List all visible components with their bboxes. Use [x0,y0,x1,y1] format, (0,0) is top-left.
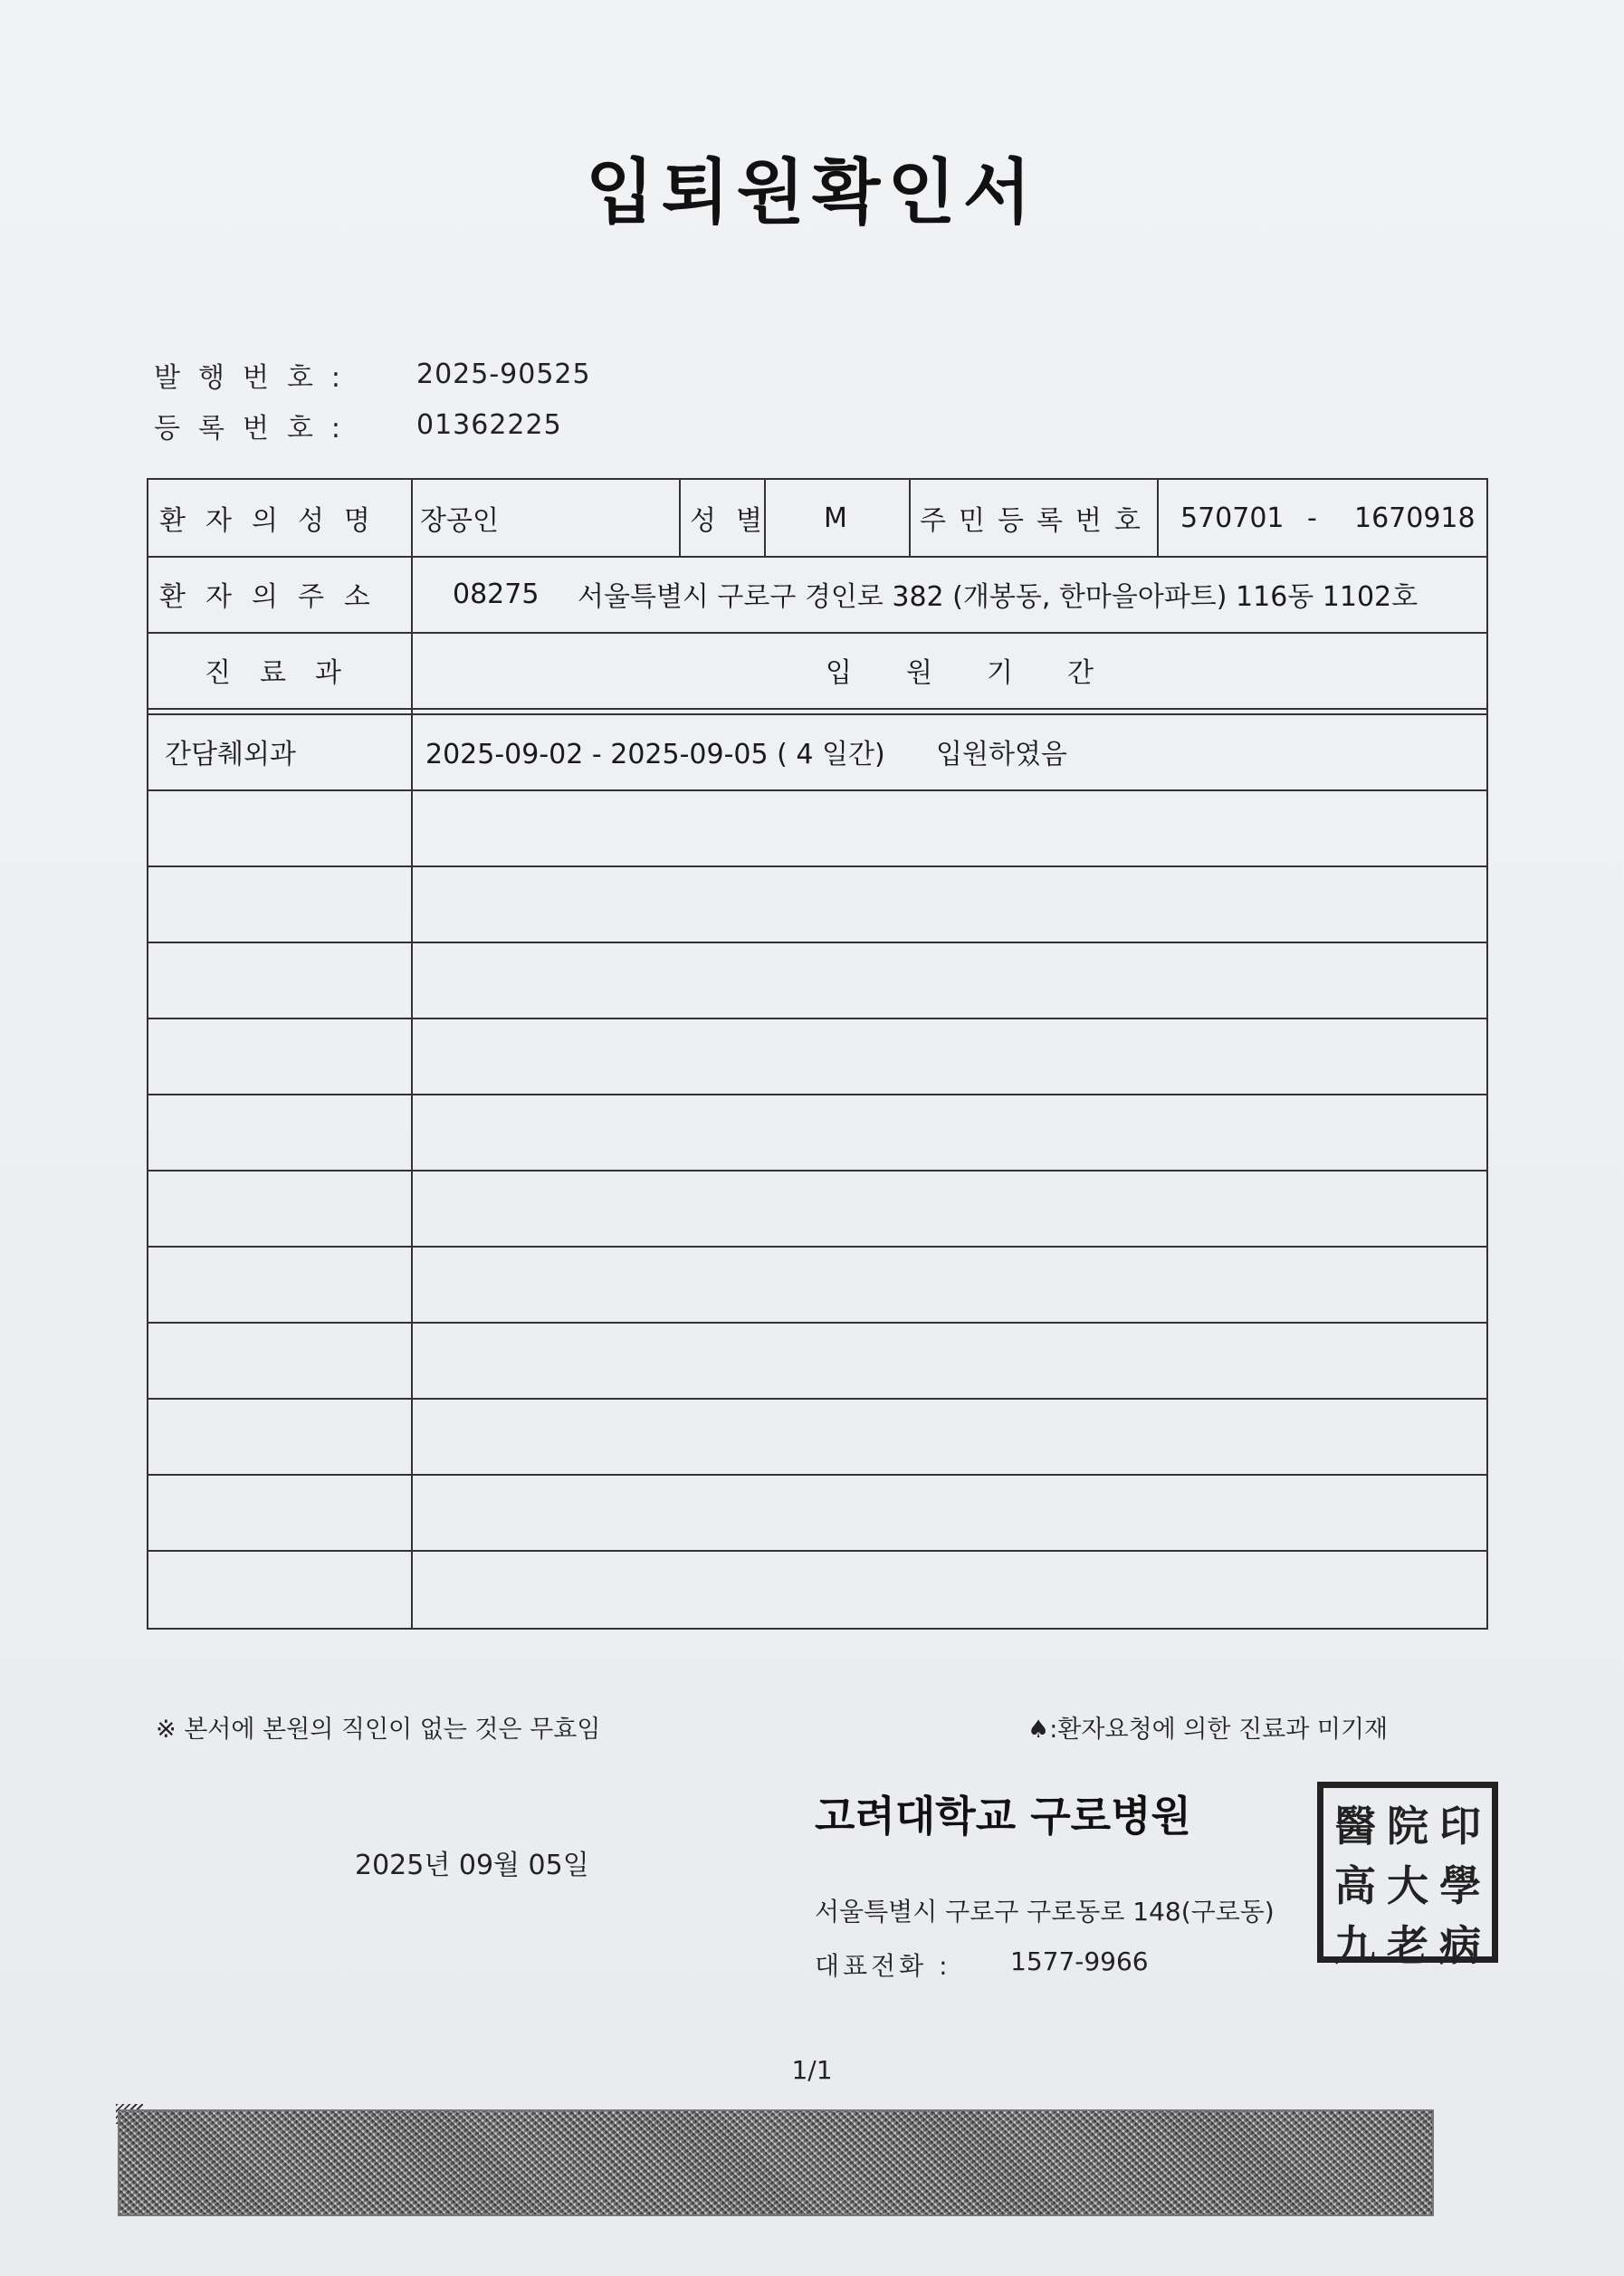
admission-table [147,478,1488,1630]
validity-notice: ※ 본서에 본원의 직인이 없는 것은 무효임 [156,1716,601,1744]
seal-char: 學 [1439,1861,1481,1910]
sex-label: 성별 [690,505,782,537]
table-rule [1157,480,1159,556]
table-rule [148,789,1486,791]
postal-code: 08275 [453,578,540,610]
official-seal [1317,1782,1498,1970]
table-rule [679,480,681,556]
hospital-address: 서울특별시 구로구 구로동로 148(구로동) [815,1897,1275,1927]
seal-char: 大 [1387,1861,1428,1910]
row-department: 간담췌외과 [165,739,296,770]
table-rule [909,480,911,556]
issue-number: 2025-90525 [416,359,591,390]
issue-date: 2025년 09월 05일 [355,1850,589,1881]
table-rule [148,1246,1486,1248]
admission-period-header: 입원기간 [826,657,1148,689]
seal-char: 醫 [1334,1802,1376,1850]
table-rule [148,708,1486,710]
patient-sex: M [824,502,847,534]
table-rule [148,1170,1486,1171]
row-status: 입원하였음 [936,739,1067,770]
department-omission-note: ♠:환자요청에 의한 진료과 미기재 [1027,1716,1389,1744]
rrn-label: 주민등록번호 [920,505,1153,537]
document-title: 입퇴원확인서 [585,152,1039,234]
seal-char: 老 [1387,1921,1428,1970]
seal-char: 九 [1334,1921,1376,1970]
issue-number-label: 발행번호: [154,362,359,394]
department-header: 진료과 [205,657,370,689]
security-pattern [118,2109,1434,2216]
rrn-back: 1670918 [1354,502,1476,534]
seal-char: 印 [1439,1802,1481,1850]
address-label: 환자의주소 [159,581,390,613]
table-rule [148,1398,1486,1400]
phone-number: 1577-9966 [1010,1946,1149,1976]
table-rule [148,1322,1486,1324]
row-period: 2025-09-02 - 2025-09-05 ( 4 일간) [425,739,885,770]
registration-number-label: 등록번호: [154,413,359,445]
table-rule [148,1094,1486,1095]
table-rule [411,480,413,1628]
hospital-name: 고려대학교 구로병원 [815,1792,1191,1841]
seal-char: 病 [1439,1921,1481,1970]
page-number: 1/1 [791,2055,833,2085]
seal-char: 院 [1387,1802,1428,1850]
seal-char: 高 [1334,1861,1376,1910]
registration-number: 01362225 [416,409,562,441]
table-rule [148,1018,1486,1019]
patient-name: 장공인 [420,505,499,537]
table-rule [148,865,1486,867]
patient-name-label: 환자의성명 [159,505,390,537]
phone-label: 대표전화 : [815,1951,951,1981]
rrn-dash: - [1307,502,1317,534]
patient-address: 서울특별시 구로구 경인로 382 (개봉동, 한마을아파트) 116동 1102호 [578,581,1419,613]
table-rule [148,1550,1486,1552]
table-rule [148,1474,1486,1476]
table-rule [148,942,1486,943]
rrn-front: 570701 [1180,502,1285,534]
